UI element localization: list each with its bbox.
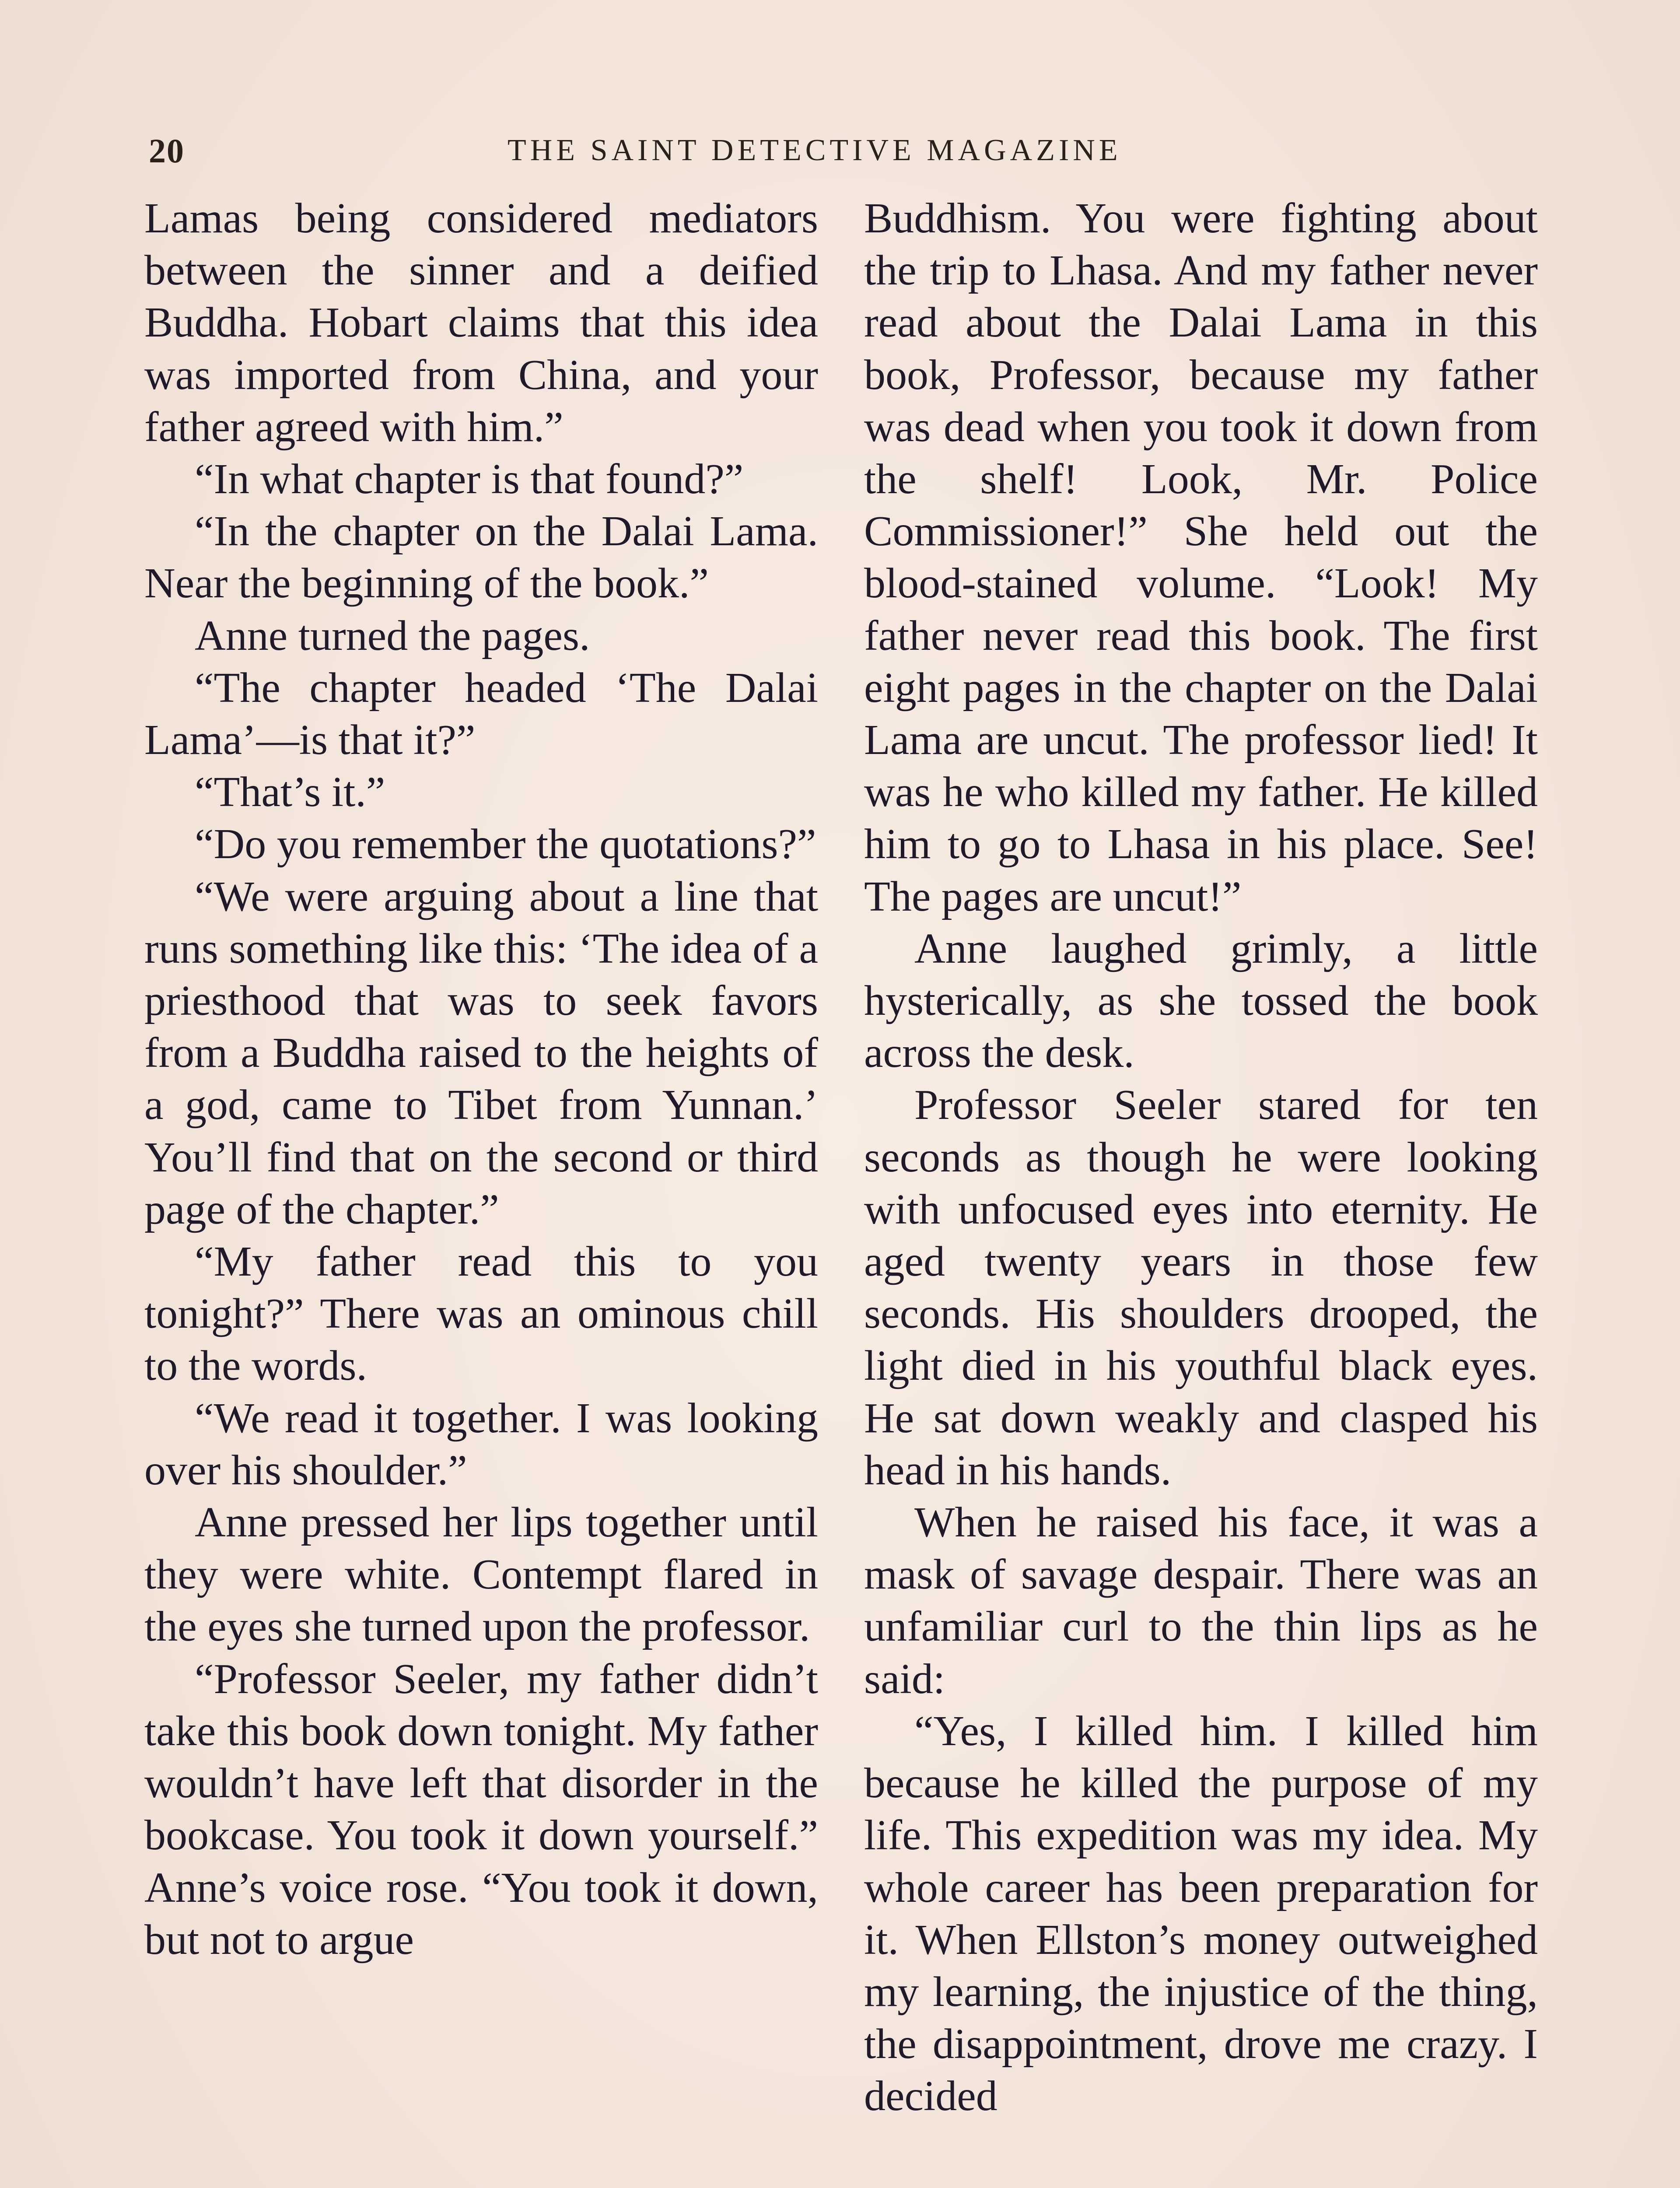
paragraph: Lamas being considered mediators between the sinner and a deified Buddha. Hobart claims that this idea was imported from China, and your father agreed with him.” <box>144 195 818 451</box>
paragraph: “The chapter headed ‘The Dalai Lama’—is that it?” <box>144 664 818 764</box>
paragraph: “In what chapter is that found?” <box>195 456 744 503</box>
right-column <box>864 193 1538 2123</box>
paragraph: When he raised his face, it was a mask of savage despair. There was an unfamiliar curl to the thin lips as he said: <box>864 1499 1538 1703</box>
paragraph: Anne pressed her lips together until they were white. Contempt flared in the eyes she turned upon the professor. <box>144 1499 818 1651</box>
paragraph: “Yes, I killed him. I killed him because he killed the purpose of my life. This expedition was my idea. My whole career has been preparation for it. When Ellston’s money outweighed my learning, the injustice of the thing, the disappointment, drove me crazy. I decided <box>864 1707 1538 2120</box>
running-head <box>144 131 1536 179</box>
page-number: 20 <box>149 132 185 170</box>
paragraph: “We were arguing about a line that runs something like this: ‘The idea of a priesthood that was to seek favors from a Buddha raised to the heights of a god, came to Tibet from Yunnan.’ You’ll find that on the second or third page of the chapter.” <box>144 873 818 1233</box>
paragraph: Anne turned the pages. <box>195 612 590 659</box>
paragraph: “We read it together. I was looking over his shoulder.” <box>144 1394 818 1494</box>
paragraph: Buddhism. You were fighting about the trip to Lhasa. And my father never read about the Dalai Lama in this book, Professor, because my father was dead when you took it down from the shelf! Look, Mr. Police Commissioner!” She held out the blood-stained volume. “Look! My father never read this book. The first eight pages in the chapter on the Dalai Lama are uncut. The professor lied! It was he who killed my father. He killed him to go to Lhasa in his place. See! The pages are uncut!” <box>864 195 1538 920</box>
magazine-title: THE SAINT DETECTIVE MAGAZINE <box>508 133 1122 167</box>
paragraph: “My father read this to you tonight?” There was an ominous chill to the words. <box>144 1238 818 1390</box>
paragraph: “Do you remember the quotations?” <box>195 820 816 868</box>
paragraph: “Professor Seeler, my father didn’t take this book down tonight. My father wouldn’t have left that disorder in the bookcase. You took it down yourself.” Anne’s voice rose. “You took it down, but not to argue <box>144 1655 818 1964</box>
paragraph: “In the chapter on the Dalai Lama. Near the beginning of the book.” <box>144 508 818 607</box>
left-column <box>144 193 818 1966</box>
paragraph: “That’s it.” <box>195 768 385 816</box>
paragraph: Anne laughed grimly, a little hysterically, as she tossed the book across the desk. <box>864 925 1538 1077</box>
paragraph: Professor Seeler stared for ten seconds as though he were looking with unfocused eyes into eternity. He aged twenty years in those few seconds. His shoulders drooped, the light died in his youthful black eyes. He sat down weakly and clasped his head in his hands. <box>864 1081 1538 1494</box>
